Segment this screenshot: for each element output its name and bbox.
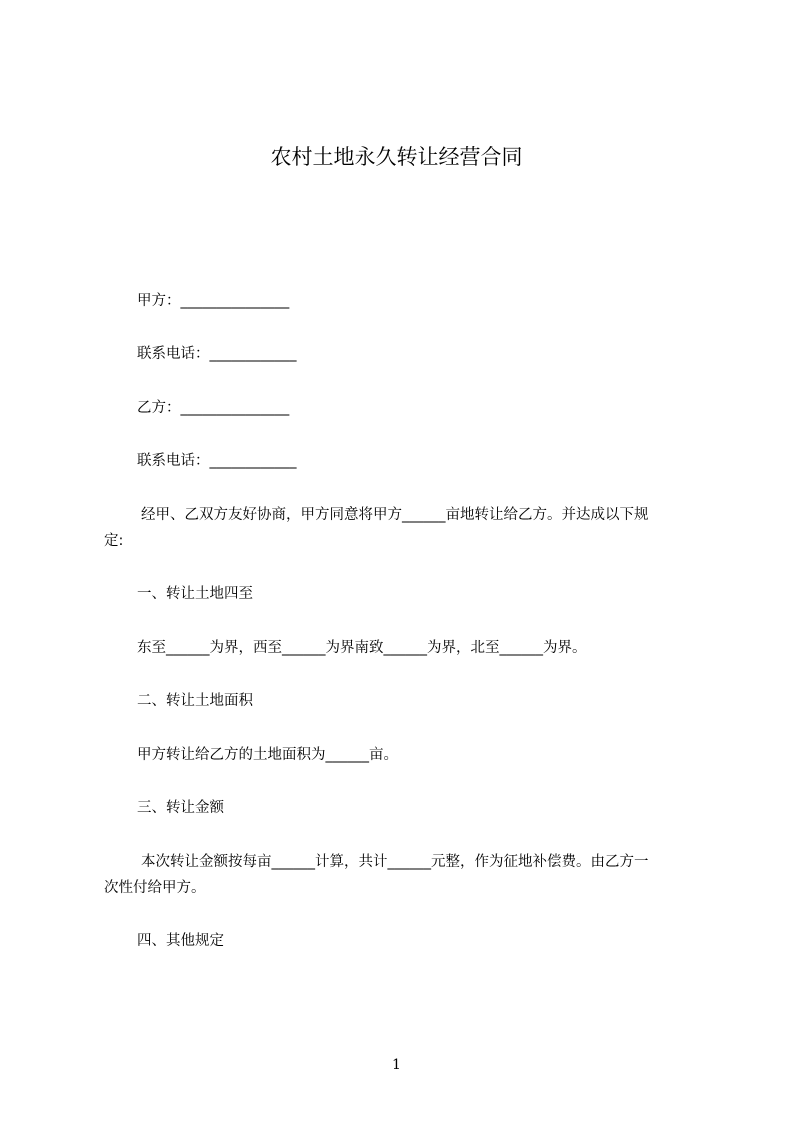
section-3-heading: 三、转让金额	[137, 800, 224, 816]
party-b-phone-line: 联系电话：____________	[137, 453, 297, 469]
party-a-phone-line: 联系电话：____________	[137, 346, 297, 362]
intro-paragraph-line-2: 定:	[104, 533, 124, 549]
section-3-body-line-1: 本次转让金额按每亩______计算，共计______元整，作为征地补偿费。由乙方一	[141, 854, 649, 870]
section-2-heading: 二、转让土地面积	[137, 693, 253, 709]
section-1-heading: 一、转让土地四至	[137, 586, 253, 602]
section-3-body-line-2: 次性付给甲方。	[104, 880, 206, 896]
section-2-body: 甲方转让给乙方的土地面积为______亩。	[137, 747, 398, 763]
document-title: 农村土地永久转让经营合同	[270, 145, 523, 169]
intro-paragraph-line-1: 经甲、乙双方友好协商，甲方同意将甲方______亩地转让给乙方。并达成以下规	[141, 507, 649, 523]
section-1-body: 东至______为界，西至______为界南致______为界，北至______为界。	[137, 640, 587, 656]
party-a-line: 甲方：_______________	[137, 293, 290, 309]
section-4-heading: 四、其他规定	[137, 933, 224, 949]
party-b-line: 乙方：_______________	[137, 400, 290, 416]
page-number: 1	[392, 1057, 401, 1073]
